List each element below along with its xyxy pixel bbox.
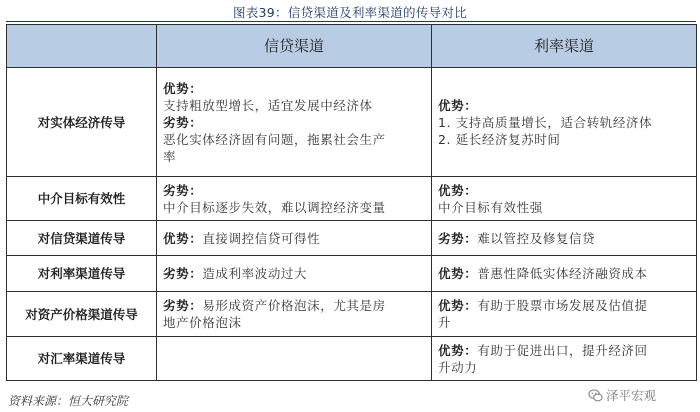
assessment-label: 劣势： — [163, 266, 203, 281]
table-row — [7, 221, 697, 256]
cell-text: 中介目标有效性强 — [438, 199, 543, 215]
cell-text: 2. 延长经济复苏时间 — [438, 131, 561, 147]
cell-text: 造成利率波动过大 — [202, 266, 308, 281]
table-row — [7, 337, 697, 381]
cell-text: 升 — [438, 315, 452, 330]
cell-text: 1. 支持高质量增长，适合转轨经济体 — [438, 114, 653, 130]
rate-channel-cell — [432, 256, 697, 292]
watermark — [588, 386, 656, 404]
credit-channel-cell — [157, 337, 432, 381]
table-row — [7, 68, 697, 177]
cell-line — [438, 297, 690, 314]
cell-text: 易形成资产价格泡沫，尤其是房 — [202, 298, 386, 313]
row-label: 对实体经济传导 — [7, 68, 157, 177]
cell-line — [438, 342, 690, 359]
header-credit-channel: 信贷渠道 — [157, 25, 432, 68]
cell-text: 中介目标逐步失效，难以调控经济变量 — [163, 199, 386, 215]
assessment-label: 优势： — [163, 230, 203, 246]
assessment-label: 优势： — [163, 80, 203, 96]
header-blank — [7, 25, 157, 68]
cell-text: 恶化实体经济固有问题，拖累社会生产 — [163, 131, 386, 147]
cell-line — [438, 230, 690, 247]
credit-channel-cell — [157, 177, 432, 221]
assessment-label: 优势： — [438, 97, 478, 113]
cell-text: 升动力 — [438, 359, 478, 375]
cell-text: 有助于促进出口，提升经济回 — [477, 342, 648, 358]
cell-text: 有助于股票市场发展及估值提 — [477, 298, 648, 313]
row-label: 中介目标有效性 — [7, 177, 157, 221]
assessment-label: 优势： — [438, 182, 478, 198]
header-rate-channel: 利率渠道 — [432, 25, 697, 68]
assessment-label: 劣势： — [163, 182, 203, 198]
cell-text: 难以管控及修复信贷 — [477, 230, 596, 246]
row-label: 对资产价格渠道传导 — [7, 292, 157, 337]
rate-channel-cell — [432, 292, 697, 337]
credit-channel-cell — [157, 292, 432, 337]
assessment-label: 优势： — [438, 298, 478, 313]
assessment-label: 优势： — [438, 266, 478, 281]
cell-line — [163, 230, 425, 247]
assessment-label: 优势： — [438, 342, 478, 358]
cell-text: 普惠性降低实体经济融资成本 — [477, 266, 648, 281]
watermark-text: 泽平宏观 — [606, 388, 657, 403]
rate-channel-cell — [432, 68, 697, 177]
wechat-icon — [588, 388, 603, 403]
table-row — [7, 292, 697, 337]
assessment-label: 劣势： — [163, 298, 203, 313]
row-label: 对利率渠道传导 — [7, 256, 157, 292]
row-label: 对信贷渠道传导 — [7, 221, 157, 256]
credit-channel-cell — [157, 68, 432, 177]
credit-channel-cell — [157, 256, 432, 292]
cell-line — [438, 265, 690, 282]
cell-line — [163, 265, 425, 282]
figure-title: 图表39：信贷渠道及利率渠道的传导对比 — [232, 5, 468, 20]
cell-line — [163, 297, 425, 314]
cell-text: 率 — [163, 148, 177, 164]
row-label: 对汇率渠道传导 — [7, 337, 157, 381]
rate-channel-cell — [432, 177, 697, 221]
table-row — [7, 256, 697, 292]
table-row — [7, 177, 697, 221]
assessment-label: 劣势： — [163, 114, 203, 130]
cell-text: 支持粗放型增长，适宜发展中经济体 — [163, 97, 373, 113]
rate-channel-cell — [432, 337, 697, 381]
rate-channel-cell — [432, 221, 697, 256]
cell-text: 地产价格泡沫 — [163, 315, 242, 330]
assessment-label: 劣势： — [438, 230, 478, 246]
header-row — [7, 25, 697, 68]
title-rule — [6, 21, 696, 22]
cell-text: 直接调控信贷可得性 — [202, 230, 321, 246]
comparison-table — [6, 24, 697, 381]
source-note: 资料来源：恒大研究院 — [8, 394, 129, 408]
credit-channel-cell — [157, 221, 432, 256]
